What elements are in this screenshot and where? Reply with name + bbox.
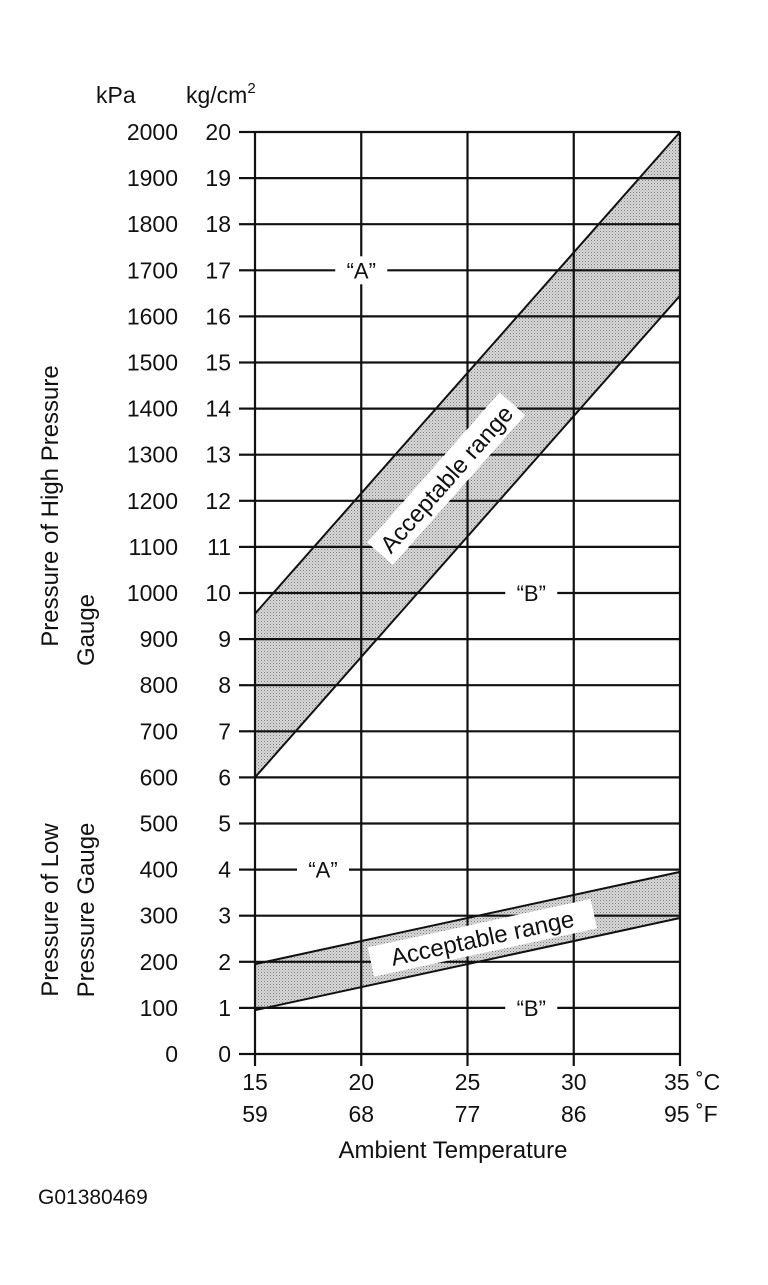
y-tick-label-kpa: 1600 [126,303,178,330]
x-tick-label-c: 30 [560,1069,587,1095]
y-tick-label-kpa: 700 [139,718,178,745]
x-tick-label-f: 77 [454,1101,481,1127]
x-axis-title: Ambient Temperature [338,1137,568,1164]
y-tick-label-kpa: 100 [139,994,178,1021]
zone-label: “A” [346,258,376,284]
y-tick-label-kpa: 2000 [126,119,178,145]
y-tick-label-kpa: 1900 [126,165,178,192]
y-tick-label-kpa: 1000 [126,580,178,606]
y-tick-label-kgcm2: 20 [205,119,231,145]
ylabel-low-line2: Pressure Gauge [73,822,100,998]
y-tick-label-kpa: 200 [139,948,178,975]
x-tick-label-c: 15 [242,1069,268,1095]
ylabel-low-line1: Pressure of Low [37,823,64,997]
y-tick-label-kpa: 300 [139,902,178,929]
y-tick-label-kpa: 1700 [126,257,178,284]
y-tick-label-kpa: 1100 [128,533,178,560]
x-tick-label-c: 25 [454,1069,481,1095]
y-tick-label-kgcm2: 14 [205,395,231,422]
y-tick-label-kgcm2: 17 [205,257,231,284]
range-label-text: Acceptable range [375,400,520,559]
y-tick-label-kpa: 500 [139,810,178,837]
y-tick-label-kpa: 1300 [126,441,178,468]
y-tick-label-kpa: 1800 [126,211,178,238]
zone-label: “A” [308,857,338,883]
y-tick-label-kgcm2: 3 [218,902,231,929]
zone-label: “B” [516,581,546,606]
y-tick-label-kgcm2: 16 [205,303,231,330]
y-tick-label-kpa: 1200 [126,487,178,514]
y-tick-label-kpa: 800 [139,672,178,699]
y-tick-label-kgcm2: 13 [205,441,231,468]
y-tick-label-kgcm2: 10 [205,580,231,606]
y-tick-label-kgcm2: 12 [205,487,231,514]
figure-code: G01380469 [38,1186,148,1209]
x-tick-label-c: 35 ˚C [664,1069,721,1095]
y-tick-label-kgcm2: 2 [218,948,231,975]
y-tick-label-kpa: 600 [139,764,178,791]
x-tick-label-c: 20 [348,1069,375,1095]
y-tick-label-kgcm2: 5 [218,810,231,837]
x-tick-label-f: 68 [348,1101,375,1127]
unit-kgcm2: $kg/cm^2$ [186,80,256,108]
y-tick-label-kpa: 1500 [126,349,178,376]
y-tick-label-kgcm2: 11 [207,533,231,560]
y-tick-label-kgcm2: 4 [218,856,231,883]
y-tick-label-kgcm2: 8 [218,672,231,699]
y-tick-label-kgcm2: 15 [205,349,231,376]
range-label-text: Acceptable range [388,905,577,972]
y-tick-label-kgcm2: 18 [205,211,231,238]
y-tick-label-kpa: 900 [139,626,178,653]
y-tick-label-kpa: 0 [165,1041,178,1067]
y-tick-label-kgcm2: 19 [205,165,231,192]
y-tick-label-kgcm2: 9 [218,626,231,653]
x-tick-label-f: 95 ˚F [664,1101,718,1127]
ylabel-high-line1: Pressure of High Pressure [37,365,64,647]
y-tick-label-kpa: 1400 [126,395,178,422]
x-tick-label-f: 59 [242,1101,268,1127]
y-tick-label-kgcm2: 1 [218,994,231,1021]
unit-kpa: kPa [96,82,136,108]
y-tick-label-kgcm2: 0 [218,1041,231,1067]
y-tick-label-kgcm2: 6 [218,764,231,791]
x-tick-label-f: 86 [560,1101,587,1127]
y-tick-label-kpa: 400 [139,856,178,883]
y-tick-label-kgcm2: 7 [218,718,231,745]
ylabel-high-line2: Gauge [73,593,100,667]
zone-label: “B” [516,995,546,1021]
